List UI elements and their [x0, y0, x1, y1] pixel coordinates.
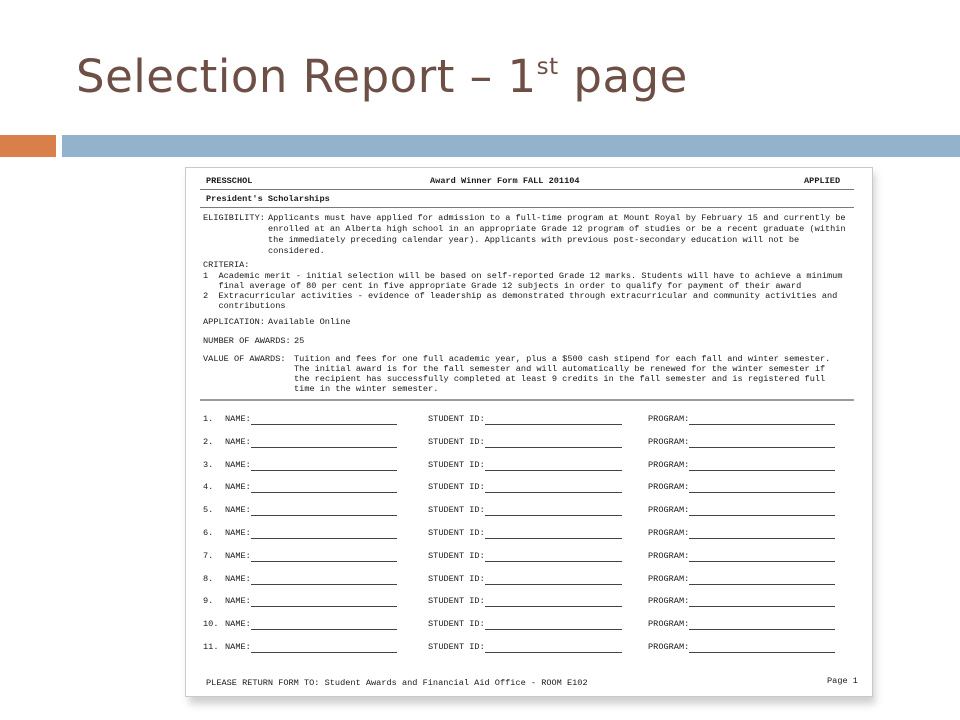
name-label: NAME: [225, 459, 251, 470]
name-label: NAME: [225, 619, 251, 630]
program-cell [648, 574, 835, 585]
name-cell [203, 574, 397, 585]
form-heading: Award Winner Form FALL 201104 [430, 176, 580, 186]
name-field[interactable] [251, 461, 397, 471]
title-end: page [558, 50, 688, 103]
name-label: NAME: [225, 414, 251, 424]
program-field[interactable] [689, 552, 835, 562]
award-form-document [185, 167, 873, 697]
return-instructions: PLEASE RETURN FORM TO: Student Awards and Financial Aid Office - ROOM E102 [206, 678, 588, 688]
program-field[interactable] [689, 597, 835, 607]
name-label: NAME: [225, 505, 251, 516]
winner-row [203, 619, 853, 631]
student-id-field[interactable] [485, 552, 622, 562]
program-label: PROGRAM: [648, 414, 690, 424]
value-line: The initial award is for the fall semester and will automatically be renewed for the winter semester if [294, 364, 826, 374]
name-field[interactable] [251, 597, 397, 607]
program-field[interactable] [689, 415, 835, 425]
program-cell [648, 414, 835, 425]
form-subtitle: President's Scholarships [206, 194, 330, 204]
program-cell [648, 551, 835, 562]
name-cell [203, 642, 397, 653]
program-field[interactable] [689, 529, 835, 539]
row-number: 3. [203, 459, 214, 470]
row-number: 9. [203, 596, 214, 607]
row-number: 7. [203, 550, 214, 561]
program-field[interactable] [689, 483, 835, 493]
student-id-cell [428, 437, 622, 448]
name-cell [203, 414, 397, 425]
student-id-label: STUDENT ID: [428, 550, 485, 561]
program-label: PROGRAM: [648, 528, 690, 538]
name-label: NAME: [225, 596, 251, 607]
form-status: APPLIED [804, 176, 841, 186]
form-code: PRESSCHOL [206, 176, 253, 186]
student-id-field[interactable] [485, 483, 622, 493]
eligibility-line: the immediately preceding calendar year). Applicants with previous post-secondary education will not be [268, 235, 800, 245]
winner-row [203, 505, 853, 517]
name-cell [203, 528, 397, 539]
eligibility-label: ELIGIBILITY: [203, 213, 265, 223]
row-number: 5. [203, 505, 214, 516]
eligibility-line: Applicants must have applied for admission to a full-time program at Mount Royal by February 15 and currently be [268, 213, 846, 223]
winner-row [203, 551, 853, 563]
name-field[interactable] [251, 415, 397, 425]
program-label: PROGRAM: [648, 619, 690, 630]
student-id-label: STUDENT ID: [428, 619, 485, 630]
student-id-cell [428, 414, 622, 425]
student-id-label: STUDENT ID: [428, 414, 485, 424]
value-line: Tuition and fees for one full academic year, plus a $500 cash stipend for each fall and winter semester. [294, 354, 831, 364]
criteria-line: contributions [203, 301, 286, 311]
name-label: NAME: [225, 573, 251, 584]
header-divider [200, 189, 854, 190]
name-field[interactable] [251, 506, 397, 516]
name-label: NAME: [225, 436, 251, 447]
program-field[interactable] [689, 575, 835, 585]
name-field[interactable] [251, 620, 397, 630]
student-id-label: STUDENT ID: [428, 482, 485, 493]
program-cell [648, 528, 835, 539]
program-field[interactable] [689, 643, 835, 653]
row-number: 10. [203, 619, 219, 630]
program-cell [648, 460, 835, 471]
student-id-cell [428, 528, 622, 539]
winner-row [203, 437, 853, 449]
student-id-field[interactable] [485, 597, 622, 607]
section-divider [200, 399, 854, 401]
name-cell [203, 437, 397, 448]
program-cell [648, 437, 835, 448]
value-line: the recipient has successfully completed at least 9 credits in the fall semester and is registered full [294, 374, 826, 384]
program-field[interactable] [689, 620, 835, 630]
value-line: time in the winter semester. [294, 384, 439, 394]
student-id-cell [428, 551, 622, 562]
program-label: PROGRAM: [648, 642, 690, 652]
student-id-label: STUDENT ID: [428, 528, 485, 538]
student-id-field[interactable] [485, 575, 622, 585]
program-label: PROGRAM: [648, 596, 690, 607]
student-id-field[interactable] [485, 529, 622, 539]
criteria-line: 2 Extracurricular activities - evidence of leadership as demonstrated through extracurricular and community activities and [203, 291, 838, 301]
row-number: 8. [203, 573, 214, 584]
winner-row [203, 574, 853, 586]
student-id-cell [428, 574, 622, 585]
program-field[interactable] [689, 461, 835, 471]
name-label: NAME: [225, 528, 251, 538]
winner-row [203, 460, 853, 472]
winner-row [203, 414, 853, 426]
program-field[interactable] [689, 438, 835, 448]
program-cell [648, 642, 835, 653]
row-number: 2. [203, 436, 214, 447]
name-field[interactable] [251, 438, 397, 448]
criteria-line: final average of 80 per cent in five appropriate Grade 12 subjects in order to qualify for payment of their award [203, 281, 802, 291]
student-id-cell [428, 619, 622, 630]
slide-title [76, 50, 688, 103]
name-field[interactable] [251, 483, 397, 493]
criteria-line: 1 Academic merit - initial selection will be based on self-reported Grade 12 marks. Students will have to achieve a minimum [203, 271, 843, 281]
name-cell [203, 551, 397, 562]
num-awards-label: NUMBER OF AWARDS: [203, 336, 291, 346]
program-cell [648, 505, 835, 516]
name-field[interactable] [251, 643, 397, 653]
criteria-label: CRITERIA: [203, 260, 250, 270]
student-id-cell [428, 505, 622, 516]
program-label: PROGRAM: [648, 459, 690, 470]
title-superscript: st [536, 54, 559, 80]
program-label: PROGRAM: [648, 482, 690, 493]
accent-bar-blue [62, 135, 960, 157]
application-label: APPLICATION: [203, 317, 265, 327]
name-cell [203, 505, 397, 516]
student-id-label: STUDENT ID: [428, 505, 485, 516]
student-id-label: STUDENT ID: [428, 596, 485, 607]
num-awards-value: 25 [294, 336, 305, 346]
page-number: Page 1 [827, 676, 858, 686]
student-id-field[interactable] [485, 438, 622, 448]
student-id-label: STUDENT ID: [428, 573, 485, 584]
winner-row [203, 596, 853, 608]
name-cell [203, 460, 397, 471]
name-field[interactable] [251, 575, 397, 585]
student-id-field[interactable] [485, 620, 622, 630]
row-number: 4. [203, 482, 214, 493]
name-label: NAME: [225, 550, 251, 561]
program-cell [648, 482, 835, 493]
program-label: PROGRAM: [648, 573, 690, 584]
name-label: NAME: [225, 642, 251, 652]
name-field[interactable] [251, 552, 397, 562]
student-id-field[interactable] [485, 415, 622, 425]
application-value: Available Online [268, 317, 351, 327]
name-cell [203, 619, 397, 630]
program-field[interactable] [689, 506, 835, 516]
program-cell [648, 596, 835, 607]
name-label: NAME: [225, 482, 251, 493]
student-id-field[interactable] [485, 643, 622, 653]
program-cell [648, 619, 835, 630]
student-id-label: STUDENT ID: [428, 642, 485, 652]
name-field[interactable] [251, 529, 397, 539]
student-id-cell [428, 596, 622, 607]
subtitle-divider [200, 207, 854, 208]
row-number: 1. [203, 414, 214, 424]
accent-bar-orange [0, 135, 56, 157]
row-number: 6. [203, 528, 214, 538]
student-id-label: STUDENT ID: [428, 459, 485, 470]
name-cell [203, 482, 397, 493]
student-id-label: STUDENT ID: [428, 436, 485, 447]
eligibility-line: considered. [268, 246, 325, 256]
student-id-field[interactable] [485, 461, 622, 471]
row-number: 11. [203, 642, 219, 652]
student-id-cell [428, 460, 622, 471]
student-id-cell [428, 482, 622, 493]
name-cell [203, 596, 397, 607]
program-label: PROGRAM: [648, 505, 690, 516]
program-label: PROGRAM: [648, 550, 690, 561]
winner-row [203, 642, 853, 654]
student-id-cell [428, 642, 622, 653]
value-label: VALUE OF AWARDS: [203, 354, 286, 364]
winner-row [203, 482, 853, 494]
student-id-field[interactable] [485, 506, 622, 516]
winner-row [203, 528, 853, 540]
eligibility-line: enrolled at an Alberta high school in an appropriate Grade 12 program of studies or be a recent graduate (within [268, 224, 846, 234]
title-main: Selection Report – 1 [76, 50, 537, 103]
program-label: PROGRAM: [648, 436, 690, 447]
